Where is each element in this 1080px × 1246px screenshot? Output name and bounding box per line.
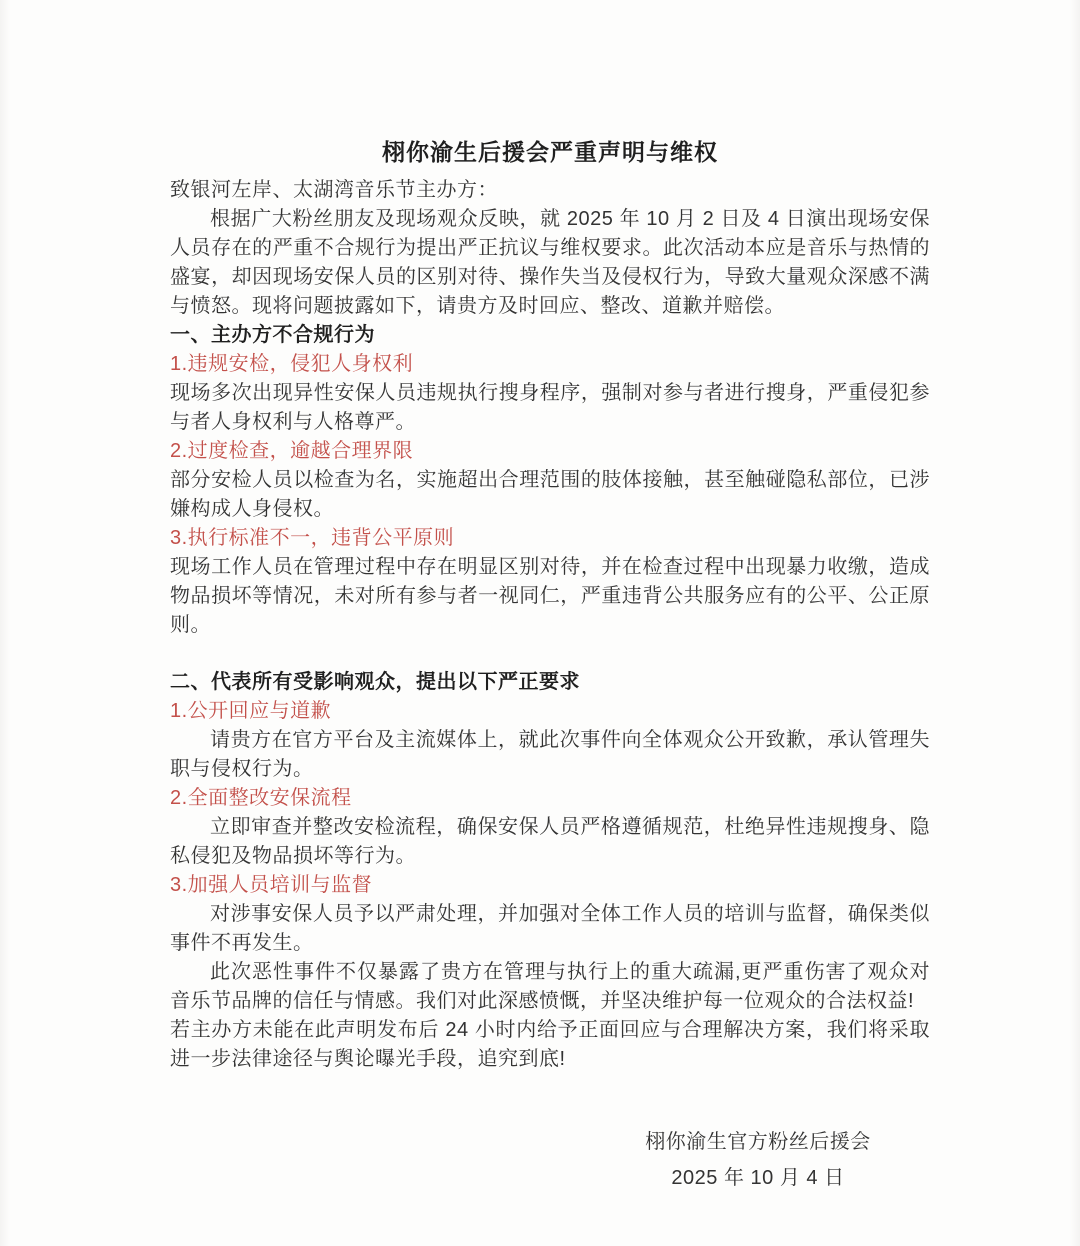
section2-item2-subheading: 2.全面整改安保流程 (170, 787, 352, 809)
date-line: 2025 年 10 月 4 日 (671, 1167, 845, 1189)
signature-block (628, 1124, 888, 1196)
section1-item2-subheading: 2.过度检查，逾越合理界限 (170, 440, 414, 462)
section2-item2-body: 立即审查并整改安检流程，确保安保人员严格遵循规范，杜绝异性违规搜身、隐私侵犯及物品损坏等行为。 (170, 816, 930, 867)
section2-heading: 二、代表所有受影响观众，提出以下严正要求 (170, 671, 580, 693)
section2-item1-subheading: 1.公开回应与道歉 (170, 700, 332, 722)
section2-item3-body: 对涉事安保人员予以严肃处理，并加强对全体工作人员的培训与监督，确保类似事件不再发生。 (170, 903, 930, 954)
section1-item1-subheading: 1.违规安检，侵犯人身权利 (170, 353, 414, 375)
section2-item1-body: 请贵方在官方平台及主流媒体上，就此次事件向全体观众公开致歉，承认管理失职与侵权行为。 (170, 729, 930, 780)
section1-item3-subheading: 3.执行标准不一，违背公平原则 (170, 527, 455, 549)
section2-item3-subheading: 3.加强人员培训与监督 (170, 874, 373, 896)
section1-heading: 一、主办方不合规行为 (170, 324, 375, 346)
salutation: 致银河左岸、太湖湾音乐节主办方： (170, 179, 498, 201)
section1-item3-body: 现场工作人员在管理过程中存在明显区别对待，并在检查过程中出现暴力收缴，造成物品损坏等情况，未对所有参与者一视同仁，严重违背公共服务应有的公平、公正原则。 (170, 556, 930, 636)
signature: 栩你渝生官方粉丝后援会 (645, 1131, 871, 1153)
section1-item2-body: 部分安检人员以检查为名，实施超出合理范围的肢体接触，甚至触碰隐私部位，已涉嫌构成人身侵权。 (170, 469, 930, 520)
closing-paragraph-1: 此次恶性事件不仅暴露了贵方在管理与执行上的重大疏漏,更严重伤害了观众对音乐节品牌的信任与情感。我们对此深感愤慨，并坚决维护每一位观众的合法权益! (170, 961, 930, 1012)
document-title: 栩你渝生后援会严重声明与维权 (382, 139, 718, 165)
section1-item1-body: 现场多次出现异性安保人员违规执行搜身程序，强制对参与者进行搜身，严重侵犯参与者人身权利与人格尊严。 (170, 382, 930, 433)
intro-paragraph: 根据广大粉丝朋友及现场观众反映，就 2025 年 10 月 2 日及 4 日演出现场安保人员存在的严重不合规行为提出严正抗议与维权要求。此次活动本应是音乐与热情的盛宴，却因现场安保人员的区别对待、操作失当及侵权行为，导致大量观众深感不满与愤怒。现将问题披露如下，请贵方及时回应、整改、道歉并赔偿。 (170, 208, 930, 317)
closing-paragraph-2: 若主办方未能在此声明发布后 24 小时内给予正面回应与合理解决方案，我们将采取进一步法律途径与舆论曝光手段，追究到底! (170, 1019, 930, 1070)
